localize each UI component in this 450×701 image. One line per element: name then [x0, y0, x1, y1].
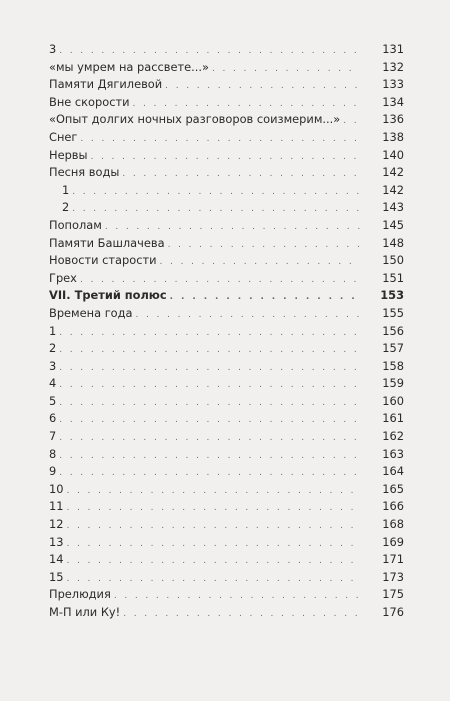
- toc-entry-title: 1: [62, 182, 70, 197]
- toc-entry: [0, 340, 450, 358]
- toc-entry: [0, 94, 450, 112]
- dot-leader: [123, 606, 394, 624]
- toc-entry: [0, 498, 450, 516]
- toc-entry: [0, 393, 450, 411]
- toc-page-number: 175: [360, 586, 404, 604]
- toc-page-number: 151: [360, 270, 404, 288]
- toc-page-number: 148: [360, 235, 404, 253]
- toc-entry: [0, 323, 450, 341]
- toc-entry-title: 2: [49, 341, 57, 356]
- toc-entry-title: Памяти Дягилевой: [49, 77, 163, 92]
- toc-page-number: 155: [360, 305, 404, 323]
- toc-entry-title: М-П или Ку!: [49, 605, 121, 619]
- toc-page-number: 159: [360, 375, 404, 393]
- toc-page-number: 150: [360, 252, 404, 270]
- toc-entry: [0, 428, 450, 446]
- toc-page-number: 162: [360, 428, 404, 446]
- toc-entry-title: Времена года: [49, 305, 133, 320]
- toc-entry-title: Грех: [49, 270, 77, 285]
- toc-entry-title: Песня воды: [49, 165, 120, 180]
- toc-page-number: 158: [360, 358, 404, 376]
- toc-entry-title: VII. Третий полюс: [49, 288, 167, 303]
- toc-entry: [0, 358, 450, 376]
- toc-entry: [0, 270, 450, 288]
- toc-entry-title: Прелюдия: [49, 587, 111, 602]
- toc-page-number: 136: [360, 111, 404, 129]
- toc-entry-title: 14: [49, 552, 64, 567]
- toc-entry: [0, 604, 450, 622]
- toc-page-number: 169: [360, 534, 404, 552]
- toc-page-number: 161: [360, 410, 404, 428]
- toc-entry: [0, 217, 450, 235]
- toc-page-number: 166: [360, 498, 404, 516]
- toc-entry-title: Снег: [49, 129, 78, 144]
- toc-entry: [0, 59, 450, 77]
- toc-entry-title: 15: [49, 569, 64, 584]
- toc-entry: [0, 164, 450, 182]
- table-of-contents: [0, 41, 450, 622]
- toc-entry-title: Новости старости: [49, 253, 157, 268]
- toc-page-number: 134: [360, 94, 404, 112]
- toc-entry: [0, 375, 450, 393]
- toc-entry-title: 11: [49, 499, 64, 514]
- toc-entry-title: «мы умрем на рассвете...»: [49, 59, 209, 74]
- toc-entry-title: Памяти Башлачева: [49, 235, 165, 250]
- toc-entry: [0, 305, 450, 323]
- toc-entry: [0, 586, 450, 604]
- toc-page-number: 142: [360, 164, 404, 182]
- toc-entry-title: 9: [49, 464, 57, 479]
- toc-entry-title: 2: [62, 200, 70, 215]
- toc-entry: [0, 569, 450, 587]
- toc-page-number: 165: [360, 481, 404, 499]
- toc-entry-title: 3: [49, 358, 57, 373]
- toc-entry-title: Пополам: [49, 217, 102, 232]
- toc-entry-title: 7: [49, 429, 57, 444]
- toc-entry-title: 8: [49, 446, 57, 461]
- toc-page-number: 173: [360, 569, 404, 587]
- toc-page-number: 132: [360, 59, 404, 77]
- toc-entry-title: 6: [49, 411, 57, 426]
- toc-entry-title: 10: [49, 481, 64, 496]
- toc-entry-title: Вне скорости: [49, 94, 130, 109]
- toc-entry: [0, 111, 450, 129]
- toc-entry-title: 12: [49, 517, 64, 532]
- toc-page-number: 176: [360, 604, 404, 622]
- toc-entry: [0, 446, 450, 464]
- toc-page-number: 164: [360, 463, 404, 481]
- toc-entry: [0, 199, 450, 217]
- toc-page-number: 131: [360, 41, 404, 59]
- toc-page-number: 160: [360, 393, 404, 411]
- toc-page-number: 140: [360, 147, 404, 165]
- toc-page-number: 163: [360, 446, 404, 464]
- toc-entry: [0, 252, 450, 270]
- toc-page-number: 157: [360, 340, 404, 358]
- toc-entry-title: «Опыт долгих ночных разговоров соизмерим...»: [49, 112, 341, 127]
- toc-page-number: 142: [360, 182, 404, 200]
- toc-entry: [0, 182, 450, 200]
- toc-entry: [0, 551, 450, 569]
- toc-entry: [0, 76, 450, 94]
- toc-entry: [0, 147, 450, 165]
- toc-entry: [0, 41, 450, 59]
- toc-entry-title: 4: [49, 376, 57, 391]
- toc-entry-title: 13: [49, 534, 64, 549]
- toc-page-number: 133: [360, 76, 404, 94]
- toc-page-number: 153: [360, 287, 404, 305]
- toc-entry: [0, 516, 450, 534]
- toc-entry-title: Нервы: [49, 147, 88, 162]
- toc-entry: [0, 463, 450, 481]
- toc-entry-title: 5: [49, 393, 57, 408]
- toc-entry-title: 3: [49, 42, 57, 56]
- toc-entry: [0, 235, 450, 253]
- toc-entry: [0, 534, 450, 552]
- toc-entry: [0, 410, 450, 428]
- toc-entry-title: 1: [49, 323, 57, 338]
- toc-entry: [0, 481, 450, 499]
- toc-page-number: 143: [360, 199, 404, 217]
- toc-page-number: 171: [360, 551, 404, 569]
- toc-page-number: 168: [360, 516, 404, 534]
- toc-page-number: 156: [360, 323, 404, 341]
- toc-entry: [0, 129, 450, 147]
- toc-page-number: 138: [360, 129, 404, 147]
- toc-section-heading: [0, 287, 450, 305]
- toc-page-number: 145: [360, 217, 404, 235]
